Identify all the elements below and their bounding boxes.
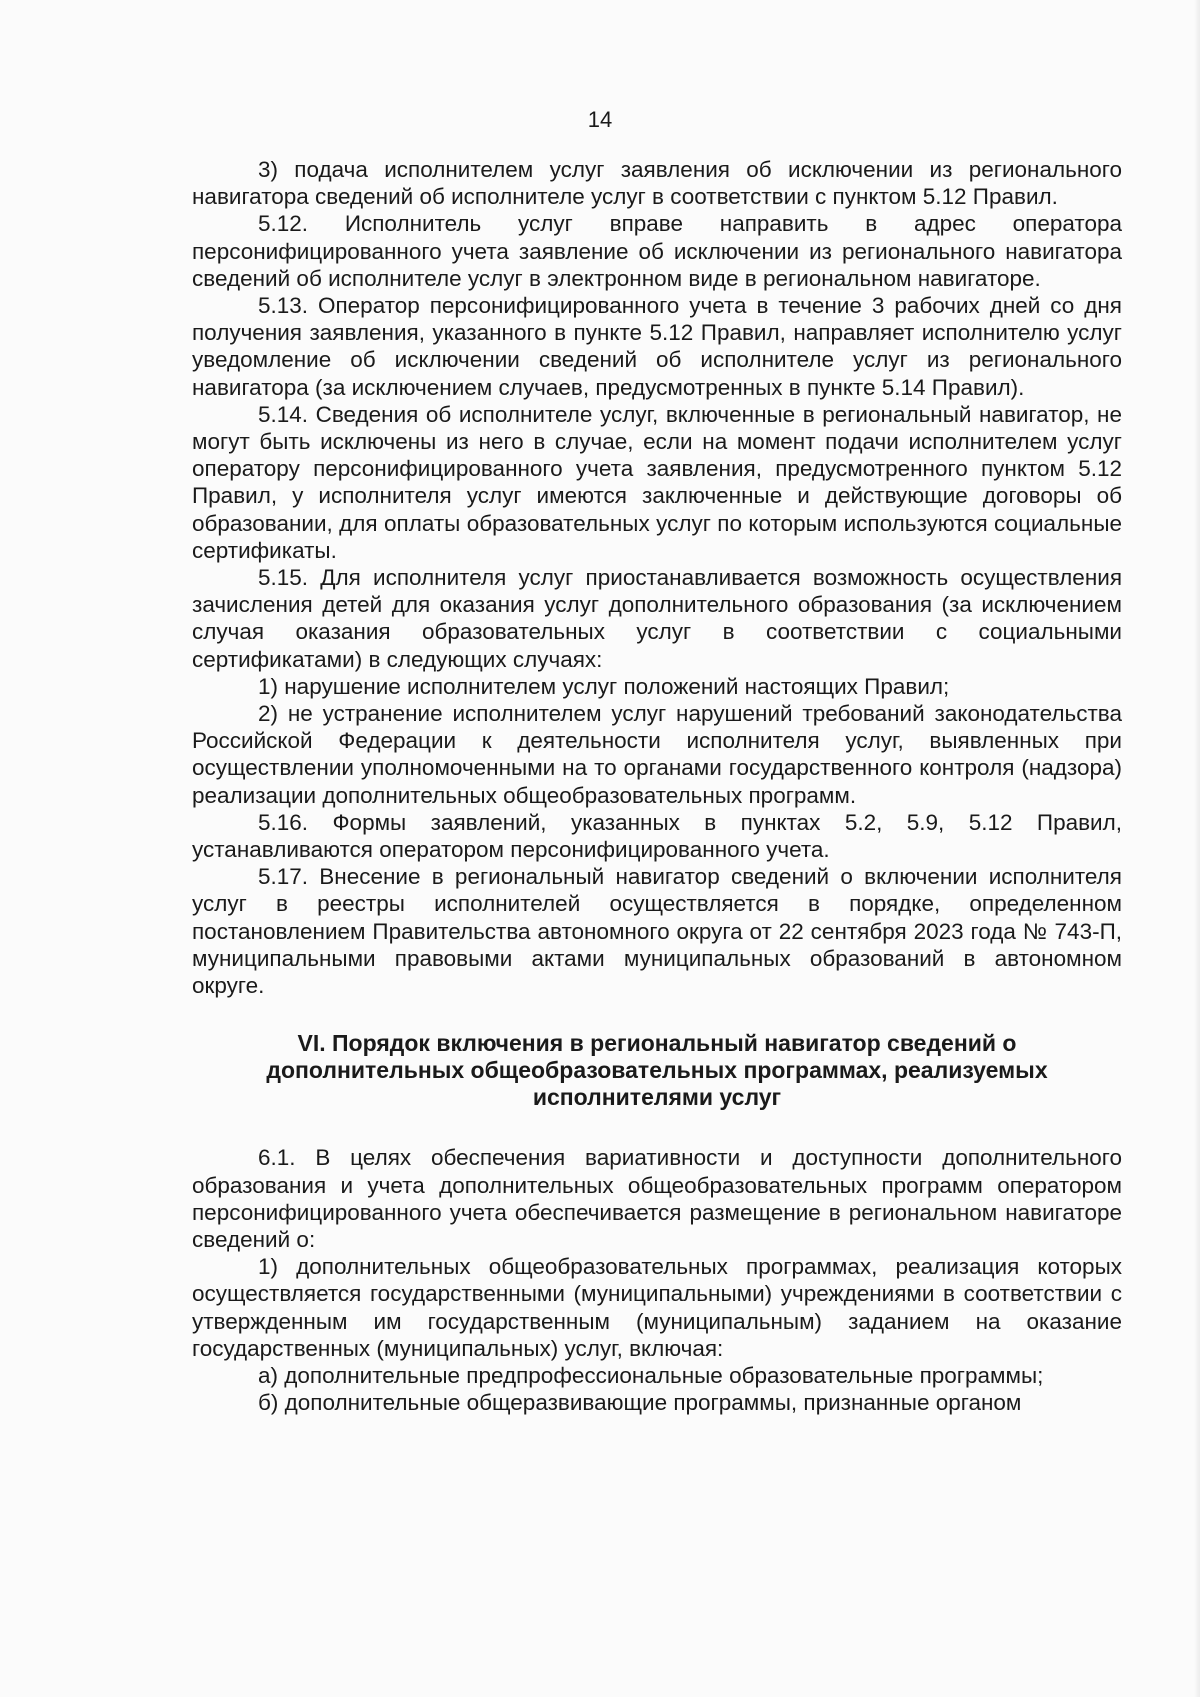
paragraph-item-3: 3) подача исполнителем услуг заявления об исключении из регионального навигатора сведений об исполнителе услуг в соответствии с пунктом 5.12 Правил.	[192, 157, 1122, 210]
paragraph-6-1-item-1: 1) дополнительных общеобразовательных программах, реализация которых осуществляется государственными (муниципальными) учреждениями в соответствии с утвержденным им государственным (муниципальным) заданием на оказание государственных (муниципальных) услуг, включая:	[192, 1254, 1122, 1361]
paragraph-5-14: 5.14. Сведения об исполнителе услуг, включенные в региональный навигатор, не могут быть исключены из него в случае, если на момент подачи исполнителем услуг оператору персонифицированного учета заявления, предусмотренного пунктом 5.12 Правил, у исполнителя услуг имеются заключенные и действующие договоры об образовании, для оплаты образовательных услуг по которым используются социальные сертификаты.	[192, 401, 1122, 563]
paragraph-6-1-item-b: б) дополнительные общеразвивающие программы, признанные органом	[258, 1390, 1022, 1416]
scan-edge-shadow	[1194, 0, 1200, 1697]
paragraph-5-17: 5.17. Внесение в региональный навигатор сведений о включении исполнителя услуг в реестры исполнителей осуществляется в порядке, определенном постановлением Правительства автономного округа от 22 сентября 2023 года № 743-П, муниципальными правовыми актами муниципальных образований в автономном округе.	[192, 864, 1122, 999]
paragraph-6-1: 6.1. В целях обеспечения вариативности и доступности дополнительного образования и учета дополнительных общеобразовательных программ оператором персонифицированного учета обеспечивается размещение в региональном навигаторе сведений о:	[192, 1145, 1122, 1252]
section-heading: VI. Порядок включения в региональный навигатор сведений о дополнительных общеобразовательных программах, реализуемых исполнителями услуг	[266, 1030, 1048, 1111]
paragraph-6-1-item-a: а) дополнительные предпрофессиональные образовательные программы;	[258, 1362, 1044, 1388]
paragraph-5-15: 5.15. Для исполнителя услуг приостанавливается возможность осуществления зачисления детей для оказания услуг дополнительного образования (за исключением случая оказания образовательных услуг в соответствии с социальными сертификатами) в следующих случаях:	[192, 565, 1122, 672]
document-body	[192, 156, 1122, 1416]
paragraph-5-12: 5.12. Исполнитель услуг вправе направить в адрес оператора персонифицированного учета заявление об исключении из регионального навигатора сведений об исполнителе услуг в электронном виде в региональном навигаторе.	[192, 211, 1122, 291]
page-number: 14	[587, 107, 613, 132]
paragraph-5-15-item-2: 2) не устранение исполнителем услуг нарушений требований законодательства Российской Федерации к деятельности исполнителя услуг, выявленных при осуществлении уполномоченными на то органами государственного контроля (надзора) реализации дополнительных общеобразовательных программ.	[192, 701, 1122, 808]
paragraph-5-15-item-1: 1) нарушение исполнителем услуг положений настоящих Правил;	[258, 673, 950, 699]
paragraph-5-13: 5.13. Оператор персонифицированного учета в течение 3 рабочих дней со дня получения заявления, указанного в пункте 5.12 Правил, направляет исполнителю услуг уведомление об исключении сведений об исполнителе услуг из регионального навигатора (за исключением случаев, предусмотренных в пункте 5.14 Правил).	[192, 293, 1122, 400]
paragraph-5-16: 5.16. Формы заявлений, указанных в пунктах 5.2, 5.9, 5.12 Правил, устанавливаются оператором персонифицированного учета.	[192, 809, 1122, 863]
